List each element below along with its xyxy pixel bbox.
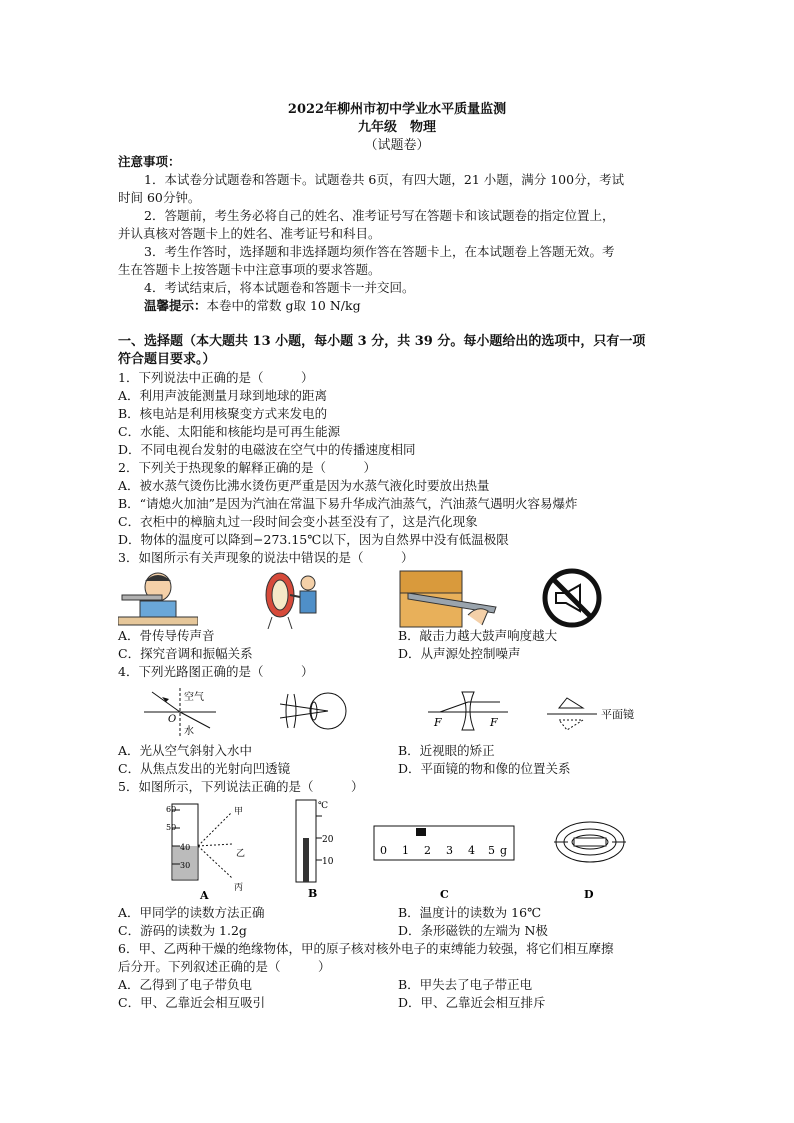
q5-label-b: B [308, 887, 318, 900]
exam-title: 2022年柳州市初中学业水平质量监测 [287, 102, 507, 117]
q5-label-bing: 丙 [234, 883, 244, 893]
q3-option-c: C．探究音调和振幅关系 [118, 646, 253, 661]
q4-label-o: O [168, 714, 177, 725]
note-2-cont: 并认真核对答题卡上的姓名、准考证号和科目。 [118, 226, 381, 241]
tip [144, 297, 704, 315]
q6-stem: 6．甲、乙两种干燥的绝缘物体，甲的原子核对核外电子的束缚能力较强，将它们相互摩擦 [118, 941, 614, 956]
q5-cyl-tick-50: 50 [166, 823, 177, 832]
note-1: 1．本试卷分试题卷和答题卡。试题卷共 6页，有四大题，21 小题，满分 100分，考试 [144, 172, 625, 187]
q3-figure-d-no-horn-icon [540, 567, 604, 629]
section1-heading-cont: 符合题目要求。） [118, 352, 216, 367]
q5-cyl-tick-30: 30 [180, 861, 191, 870]
q4-option-c: C．从焦点发出的光射向凹透镜 [118, 761, 291, 776]
note-3: 3．考生作答时，选择题和非选择题均须作答在答题卡上，在本试题卷上答题无效。考 [144, 244, 615, 259]
q5-figure-a-cylinder [166, 800, 250, 900]
q4-figure-c-concave-lens [428, 688, 508, 738]
q5-figure-b-thermometer [290, 798, 342, 900]
q4-label-f-left: F [434, 716, 442, 729]
q5-th-tick-10: 10 [322, 857, 334, 867]
q5-option-b: B．温度计的读数为 16℃ [398, 905, 542, 920]
q4-label-mirror: 平面镜 [601, 708, 634, 721]
q4-option-d: D．平面镜的物和像的位置关系 [398, 761, 571, 776]
q4-option-b: B．近视眼的矫正 [398, 743, 495, 758]
q6-option-a: A．乙得到了电子带负电 [118, 977, 253, 992]
q5-option-d: D．条形磁铁的左端为 N极 [398, 923, 548, 938]
q1-option-d: D．不同电视台发射的电磁波在空气中的传播速度相同 [118, 442, 416, 457]
q6-stem-cont: 后分开。下列叙述正确的是（ ） [118, 959, 331, 974]
q5-label-c: C [440, 888, 449, 900]
q5-label-d: D [584, 888, 594, 900]
q4-figure-a-refraction [140, 684, 220, 740]
q5-figure-c-balance-ruler [372, 820, 518, 900]
q5-option-a: A．甲同学的读数方法正确 [118, 905, 265, 920]
q1-option-b: B．核电站是利用核聚变方式来发电的 [118, 406, 328, 421]
notes-heading: 注意事项： [118, 154, 181, 169]
section1-heading: 一、选择题（本大题共 13 小题，每小题 3 分，共 39 分。每小题给出的选项中，只有一项 [118, 334, 646, 349]
q5-label-g-unit: g [500, 844, 508, 857]
note-4: 4．考试结束后，将本试题卷和答题卡一并交回。 [144, 280, 415, 295]
tip-label: 温馨提示： [144, 298, 207, 313]
q3-figure-b-drum [258, 567, 328, 629]
q5-ruler-2: 2 [424, 844, 431, 857]
q5-label-yi: 乙 [236, 849, 246, 859]
q5-label-jia: 甲 [234, 807, 244, 817]
q4-label-water: 水 [184, 726, 194, 737]
q3-option-a: A．骨传导传声音 [118, 628, 215, 643]
q5-cyl-tick-40: 40 [180, 843, 191, 852]
q6-option-b: B．甲失去了电子带正电 [398, 977, 533, 992]
q2-option-d: D．物体的温度可以降到−273.15℃以下，因为自然界中没有低温极限 [118, 532, 509, 547]
note-3-cont: 生在答题卡上按答题卡中注意事项的要求答题。 [118, 262, 381, 277]
q1-option-c: C．水能、太阳能和核能均是可再生能源 [118, 424, 341, 439]
q4-option-a: A．光从空气斜射入水中 [118, 743, 253, 758]
q1-option-a: A．利用声波能测量月球到地球的距离 [118, 388, 328, 403]
q5-label-c-unit: ℃ [318, 801, 329, 811]
q4-label-f-right: F [490, 716, 498, 729]
q5-cyl-tick-60: 60 [166, 805, 177, 814]
q4-figure-b-myopia-eye [280, 688, 352, 734]
note-2: 2．答题前，考生务必将自己的姓名、准考证号写在答题卡和该试题卷的指定位置上， [144, 208, 615, 223]
q5-stem: 5．如图所示，下列说法正确的是（ ） [118, 779, 364, 794]
paper-label: （试题卷） [364, 138, 430, 153]
tip-text: 本卷中的常数 g取 10 N/kg [206, 298, 361, 313]
q4-label-air: 空气 [184, 692, 204, 703]
q5-th-tick-20: 20 [322, 835, 334, 845]
q4-stem: 4．下列光路图正确的是（ ） [118, 664, 314, 679]
q3-option-b: B．敲击力越大鼓声响度越大 [398, 628, 558, 643]
exam-subtitle: 九年级 物理 [357, 120, 436, 135]
q4-figure-d-plane-mirror [545, 690, 665, 734]
q6-option-d: D．甲、乙靠近会相互排斥 [398, 995, 546, 1010]
q3-figure-a-bone-conduction [118, 567, 198, 629]
q1-stem: 1．下列说法中正确的是（ ） [118, 370, 314, 385]
q5-figure-d-magnet-field [552, 816, 628, 900]
q2-option-c: C．衣柜中的樟脑丸过一段时间会变小甚至没有了，这是汽化现象 [118, 514, 478, 529]
q3-stem: 3．如图所示有关声现象的说法中错误的是（ ） [118, 550, 414, 565]
q3-option-d: D．从声源处控制噪声 [398, 646, 521, 661]
q5-ruler-4: 4 [468, 844, 475, 857]
q3-figure-c-ruler [398, 567, 498, 629]
q6-option-c: C．甲、乙靠近会相互吸引 [118, 995, 266, 1010]
q2-stem: 2．下列关于热现象的解释正确的是（ ） [118, 460, 376, 475]
q5-option-c: C．游码的读数为 1.2g [118, 923, 247, 938]
q5-ruler-3: 3 [446, 844, 453, 857]
q2-option-b: B．“请熄火加油”是因为汽油在常温下易升华成汽油蒸气，汽油蒸气遇明火容易爆炸 [118, 496, 578, 511]
q5-ruler-1: 1 [402, 844, 409, 857]
q5-ruler-5: 5 [488, 844, 495, 857]
q2-option-a: A．被水蒸气烫伤比沸水烫伤更严重是因为水蒸气液化时要放出热量 [118, 478, 490, 493]
note-1-cont: 时间 60分钟。 [118, 190, 201, 205]
q5-ruler-0: 0 [380, 844, 387, 857]
q5-label-a: A [200, 889, 209, 900]
